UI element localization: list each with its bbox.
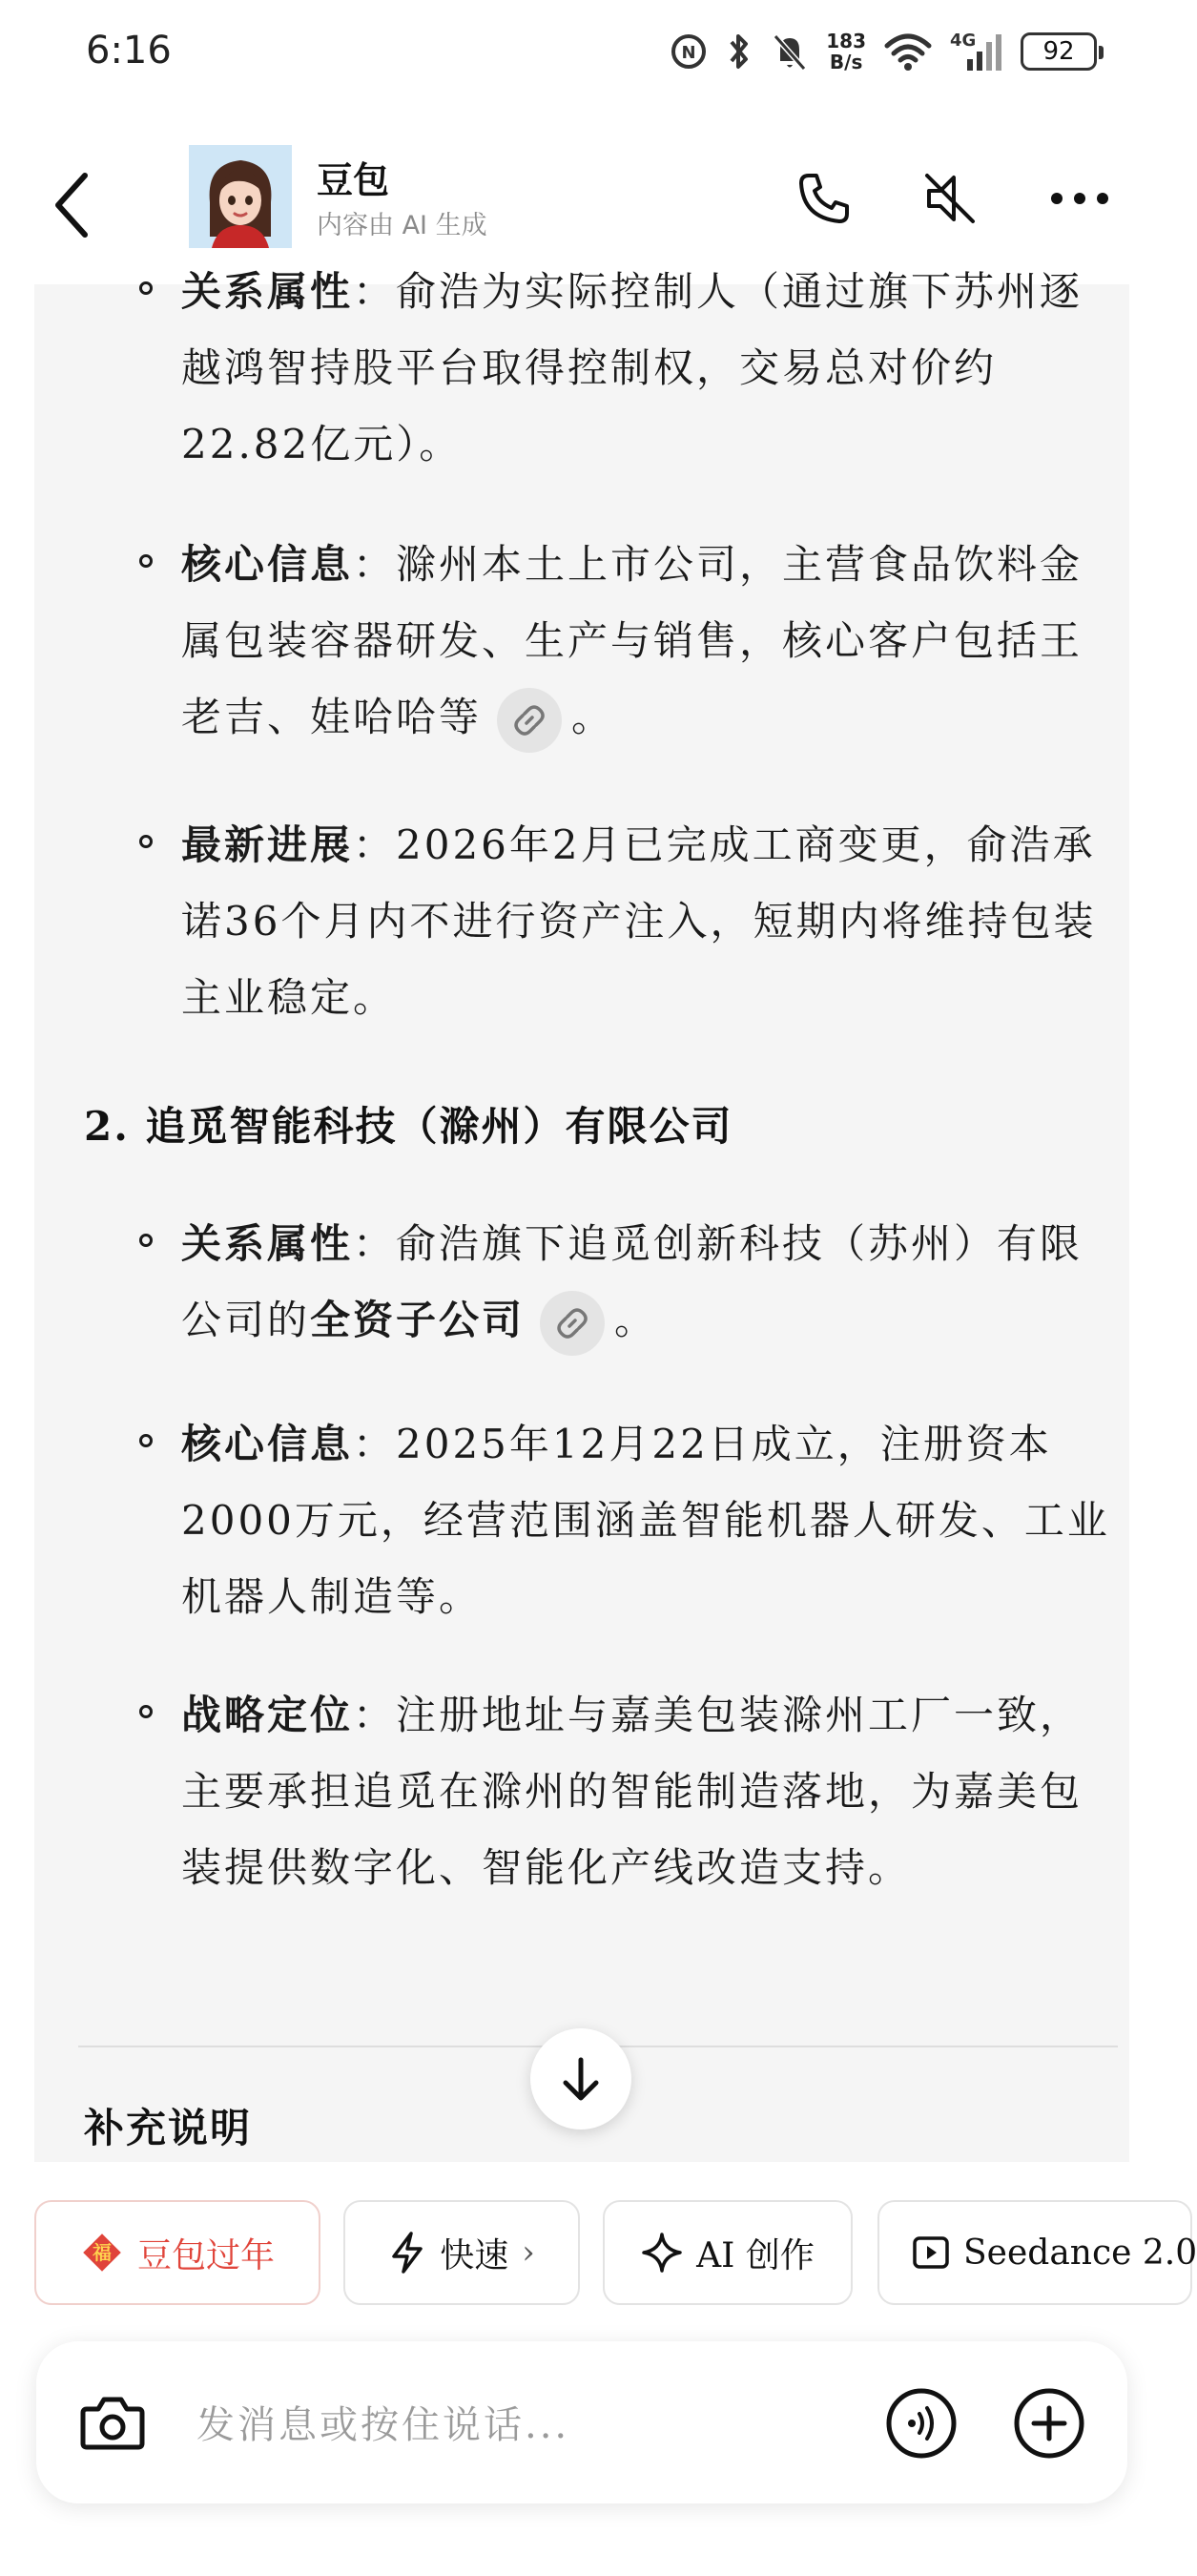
bullet-label: 核心信息 [181, 1421, 354, 1467]
nfc-icon [670, 32, 708, 71]
chevron-left-icon [52, 172, 91, 239]
bullet-label: 关系属性 [181, 268, 354, 315]
speaker-muted-icon [919, 168, 980, 229]
link-icon [554, 1305, 590, 1341]
bullet-label: 战略定位 [181, 1692, 354, 1738]
camera-button[interactable] [74, 2385, 151, 2462]
fu-icon [80, 2231, 124, 2275]
arrow-down-icon [560, 2056, 602, 2102]
chip-label: 快速 [440, 2235, 509, 2275]
bullet-label: 核心信息 [181, 541, 354, 588]
back-button[interactable] [38, 162, 105, 248]
svg-text:N: N [681, 43, 696, 63]
bullet-label: 关系属性 [181, 1220, 354, 1267]
bullet-text: ：2026年2月已完成工商变更，俞浩承诺36个月内不进行资产注入，短期内将维持包装主业稳定。 [181, 821, 1097, 1021]
message-input-bar [36, 2341, 1127, 2503]
voice-wave-icon [885, 2387, 958, 2460]
voice-call-button[interactable] [883, 2385, 960, 2462]
bullet-text: ：2025年12月22日成立，注册资本2000万元，经营范围涵盖智能机器人研发、工业机器人制造等。 [181, 1421, 1110, 1620]
item1-bullet-list [34, 807, 1129, 1036]
item2-bullet-list [34, 1406, 1129, 1635]
video-play-icon [912, 2233, 950, 2272]
bullet-text: ：俞浩旗下追觅创新科技（苏州）有限公司的 [181, 1220, 1083, 1343]
svg-text:福: 福 [92, 2241, 112, 2264]
numbered-item-title: 2. 追觅智能科技（滁州）有限公司 [84, 1103, 733, 1150]
supplement-heading: 补充说明 [84, 2105, 253, 2151]
bell-off-icon [771, 31, 809, 73]
ai-message-card [34, 268, 1129, 2162]
wifi-icon [883, 31, 933, 73]
list-item [34, 1677, 1116, 1906]
bullet-emphasis: 全资子公司 [310, 1297, 526, 1343]
phone-call-button[interactable] [786, 160, 862, 237]
battery-level: 92 [1042, 37, 1075, 66]
list-item [34, 254, 1116, 483]
battery-indicator [1021, 32, 1097, 71]
bot-avatar[interactable] [189, 145, 292, 248]
status-icons [670, 31, 1097, 73]
network-speed [826, 31, 866, 73]
signal-icon [950, 31, 1003, 73]
cellular-signal [950, 31, 1003, 73]
more-options-button[interactable] [1042, 160, 1118, 237]
network-speed-value: 183 [826, 30, 866, 52]
bluetooth-icon [725, 31, 753, 73]
item2-bullet-list [34, 1677, 1129, 1906]
quick-action-chips [34, 2200, 1197, 2309]
lightning-icon [388, 2231, 426, 2275]
chip-ai-create[interactable] [603, 2200, 853, 2305]
list-item [34, 807, 1116, 1036]
chip-label: AI 创作 [696, 2235, 815, 2275]
chip-doubao-new-year[interactable] [34, 2200, 320, 2305]
chip-seedance[interactable] [877, 2200, 1197, 2305]
bullet-text: ：俞浩为实际控制人（通过旗下苏州逐越鸿智持股平台取得控制权，交易总对价约22.82亿元）。 [181, 268, 1083, 467]
status-time: 6:16 [86, 29, 172, 73]
item1-bullet-list [34, 254, 1129, 483]
bot-name: 豆包 [317, 159, 390, 201]
camera-icon [79, 2394, 146, 2453]
chip-label: 豆包过年 [136, 2235, 275, 2275]
item2-bullet-list [34, 1206, 1129, 1359]
bullet-suffix: 。 [571, 694, 615, 740]
chevron-right-icon: › [522, 2233, 535, 2272]
more-horizontal-icon [1049, 189, 1110, 208]
citation-link-button[interactable] [497, 688, 562, 753]
list-item [34, 527, 1116, 756]
avatar-girl-illustration [189, 145, 292, 248]
sparkle-icon [641, 2232, 683, 2274]
message-input[interactable]: 发消息或按住说话... [196, 2403, 570, 2447]
phone-icon [795, 170, 853, 227]
link-icon [511, 702, 547, 738]
list-item [34, 1406, 1116, 1635]
chip-label: Seedance 2.0 [963, 2233, 1197, 2273]
ai-generated-notice: 内容由 AI 生成 [317, 211, 487, 240]
status-bar [0, 0, 1164, 105]
bullet-text: ：滁州本土上市公司，主营食品饮料金属包装容器研发、生产与销售，核心客户包括王老吉、娃哈哈等 [181, 541, 1083, 740]
mute-voice-button[interactable] [912, 160, 988, 237]
item1-bullet-list [34, 527, 1129, 756]
bullet-suffix: 。 [614, 1297, 658, 1343]
network-speed-unit: B/s [829, 51, 863, 73]
more-actions-button[interactable] [1011, 2385, 1087, 2462]
network-type: 4G [950, 31, 977, 51]
citation-link-button[interactable] [540, 1291, 605, 1356]
list-item [34, 1206, 1116, 1359]
plus-circle-icon [1013, 2387, 1085, 2460]
scroll-to-bottom-button[interactable] [530, 2028, 631, 2129]
chip-fast-mode[interactable] [343, 2200, 580, 2305]
bullet-text: ：注册地址与嘉美包装滁州工厂一致，主要承担追觅在滁州的智能制造落地，为嘉美包装提供数字化、智能化产线改造支持。 [181, 1692, 1083, 1891]
bullet-label: 最新进展 [181, 821, 354, 868]
